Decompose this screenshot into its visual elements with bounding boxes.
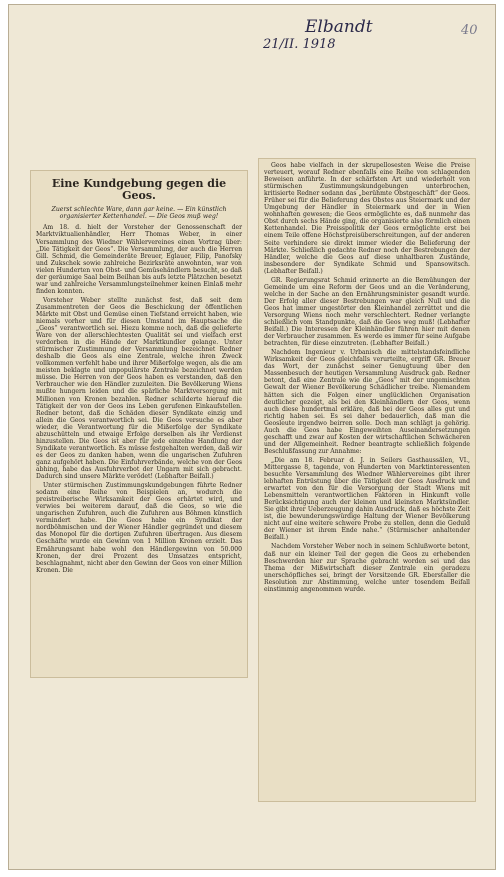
right-paragraph-2: GR. Regierungsrat Schmid erinnerte an die Bemühungen der Gemeinde um eine Reform der Geos und an die Veränderung, welche in der Sache an den Ernährungsminister gesandt wurde. Der Erfolg aller dieser Bestrebungen war gleich Null und die Geos hat immer ungestörter den Kleinhandel zerrüttet und die Versorgung Wiens noch mehr verschlechtert. Redner verlangte schließlich vom Standpunkte, daß die Geos weg muß! (Lebhafter Beifall.) Die Interessen der Kleinhändler führen hier mit denen der Verbraucher zusammen. Es werde es immer für seine Aufgabe betrachten, für diese einzutreten. (Lebhafter Beifall.) bbox=[264, 276, 470, 348]
left-paragraph-1: Am 18. d. hielt der Vorsteher der Genossenschaft der Marktviktualienhändler, Herr Thomas Weber, in einer Versammlung des Wiedner Wählervereines einen Vortrag über: „Die Tätigkeit der Geos“. Die Versammlung, der auch die Herren Gill. Schmid, die Gemeinderäte Breuer, Eglauer, Filip, Panofsky und Zukschek sowie zahlreiche Bezirksräte anwohnten, war von vielen Hunderten von Obst- und Gemüsehändlern besucht, so daß der geräumige Saal beim Beilhan bis aufs letzte Plätzchen besetzt war und zahlreiche Versammlungsteilnehmer keinen Einlaß mehr finden konnten. bbox=[36, 224, 242, 295]
right-paragraph-4: „Die am 18. Februar d. J. in Seilers Gasthaussälen, VI., Mittergasse 8, tagende, von Hunderten von Marktinteressenten besuchte Versammlung des Wiedner Wählervereines gibt ihrer lebhaften Entrüstung über die Tätigkeit der Geos Ausdruck und erwartet von den für die Versorgung der Stadt Wiens mit Lebensmitteln verantwortlichen Faktoren in Hinkunft volle Berücksichtigung auch der kleinen und kleinsten Marktsündler. Sie gibt ihrer Ueberzeugung dahin Ausdruck, daß es höchste Zeit ist, die bewunderungswürdige Haltung der Wiener Bevölkerung nicht auf eine weitere schwere Probe zu stellen, denn die Geduld der Wiener ist ihrem Ende nahe.“ (Stürmischer anhaltender Beifall.) bbox=[264, 456, 470, 542]
clipping-right bbox=[258, 158, 476, 802]
right-paragraph-3: Nachdem Ingenieur v. Urbanisch die mittelstandsfeindliche Wirksamkeit der Geos gleichfalls verurteilte, ergriff GR. Breuer das Wort, der zunächst seiner Genugtuung über den Massenbesuch der heutigen Versammlung Ausdruck gab. Redner betont, daß eine Zentrale wie die „Geos“ mit der ungemischten Gewalt der Wiener Bevölkerung Schädlicher treibe. Niemandem hätten sich die Folgen einer unglücklichen Organisation deutlicher gezeigt, als bei den Kleinhändlern der Geos, wenn auch diese hundertmal erkläre, daß bei der Geos alles gut und richtig haben sei. Es sei daher bedauerlich, daß man die Geosleute irgendwo beirren solle. Doch man schlägt ja gehörig. Auch die Geos habe Eingeweihten Auseinandersetzungen geschafft und zwar auf Kosten der wirtschaftlichen Schwächeren und der Allgemeinheit. Redner beantragte schließlich folgende Beschlußfassung zur Annahme: bbox=[264, 349, 470, 455]
left-paragraph-3: Unter stürmischen Zustimmungskundgebungen führte Redner sodann eine Reihe von Beispielen an, wodurch die preistreiberische Wirksamkeit der Geos erhärtet wird, und verwies bei weiterem darauf, daß die Geos, so wie die ungarischen Zufuhren, auch die Zufuhren aus Böhmen künstlich vermindert habe. Die Geos habe ein Syndikat der nordböhmischen und der Wiener Händler gegründet und diesem das Monopol für die dortigen Zufuhren übertragen. Aus diesem Geschäfte wurde ein Gewinn von 1 Million Kronen erzielt. Das Ernährungsamt habe wohl den Händlergewinn von 50.000 Kronen, der drei Prozent des Umsatzes entspricht, beschlagnahmt, nicht aber den Gewinn der Geos von einer Million Kronen. Die bbox=[36, 482, 242, 574]
left-paragraph-2: Vorsteher Weber stellte zunächst fest, daß seit dem Zusammentreten der Geos die Beschickung der öffentlichen Märkte mit Obst und Gemüse einen Tiefstand erreicht haben, wie niemals vorher und für diesen Umstand im Hauptsache die „Geos“ verantwortlich sei. Hiezu komme noch, daß die gelieferte Ware von der allerschlechtesten Qualität sei und vielfach erst verdorben in die Hände der Marktkundler gelange. Unter stürmischer Zustimmung der Versammlung bezeichnet Redner deshalb die Geos als eine Zentrale, welche ihren Zweck vollkommen verfehlt habe und ihrer Mißerfolge wegen, als die am meisten beklagte und unpopulärste Zentrale bezeichnet werden müsse. Die Herren von der Geos haben es verstanden, daß den Verbraucher wie den Händler zuzuleiten. Die Bevölkerung Wiens mußte hungern leiden und die spärliche Marktversorgung mit Millionen von Kronen bezahlen. Redner schilderte hierauf die Tätigkeit der von der Geos ins Leben gerufenen Einkaufstellen. Redner betont, daß die Schäden dieser Syndikate einzig und allein die Geos verantwortlich sei. Die Geos versuche es aber wieder, die Verantwortung für die Mißerfolge der Syndikate abzuschütteln und etwaige Erfolge derselben als ihr Verdienst hinzustellen. Die Geos ist aber für jede einzelne Handlung der Syndikate verantwortlich. Es müsse festgehalten werden, daß wir es der Geos zu danken haben, wenn die ungarischen Zufuhren ganz aufgehört haben. Die Einfuhrverbände, welche von der Geos abhing, habe das Ausfuhrverbot der Ungarn mit sich gebracht. Dadurch sind unsere Märkte verödet! (Lebhafter Beifall.) bbox=[36, 296, 242, 481]
right-paragraph-5: Nachdem Vorsteher Weber noch in seinem Schlußworte betont, daß nur ein kleiner Teil der gegen die Geos zu erhebenden Beschwerden hier zur Sprache gebracht worden sei und das Thema der Mißwirtschaft dieser Zentrale ein geradezu unerschöpfliches sei, bringt der Vorsitzende GR. Eberstaller die Resolution zur Abstimmung, welche unter tosendem Beifall einstimmig angenommen wurde. bbox=[264, 543, 470, 593]
right-paragraph-1: Geos habe vielfach in der skrupellosesten Weise die Preise verteuert, worauf Redner ebenfalls eine Reihe von schlagenden Beweisen anführte. In der schärfsten Art und wiederholt von stürmischen Zustimmungskundgebungen unterbrochen, kritisierte Redner sodann das „berühmte Obstgeschäft“ der Geos. Früher sei für die Belieferung des Obstes aus Steiermark und der Umgebung der Händler in Steiermark und der in Wien wohnhaften gewesen; die Geos ermöglichte es, daß nunmehr das Obst durch sechs Hände ging, die organisierte also förmlich einen Kettenhandel. Die Preisspolitik der Geos ermöglichte erst bei einem Teile offene Höchstpreisüberschreitungen, auf der anderen Seite verhindere sie direkt immer wieder die Belieferung der Märkte. Schließlich gedachte Redner noch der Bestrebungen der Händler, welche die Geos auf diese unhaltbaren Zustände, insbesondere der Syndikate Schmid und Spansowitsch. (Lebhafter Beifall.) bbox=[264, 162, 470, 275]
article-subheadline: Zuerst schlechte Ware, dann gar keine. — Ein künstlich organisierter Kettenhandel. — Die Geos muß weg! bbox=[51, 206, 227, 221]
handwritten-date: 21/II. 1918 bbox=[263, 37, 336, 52]
left-column bbox=[31, 171, 247, 579]
article-headline: Eine Kundgebung gegen die Geos. bbox=[51, 177, 227, 202]
right-column bbox=[259, 159, 475, 598]
clipping-left bbox=[30, 170, 248, 678]
handwritten-newspaper-name: Elbandt bbox=[305, 17, 373, 37]
handwritten-page-number: 40 bbox=[461, 23, 478, 38]
